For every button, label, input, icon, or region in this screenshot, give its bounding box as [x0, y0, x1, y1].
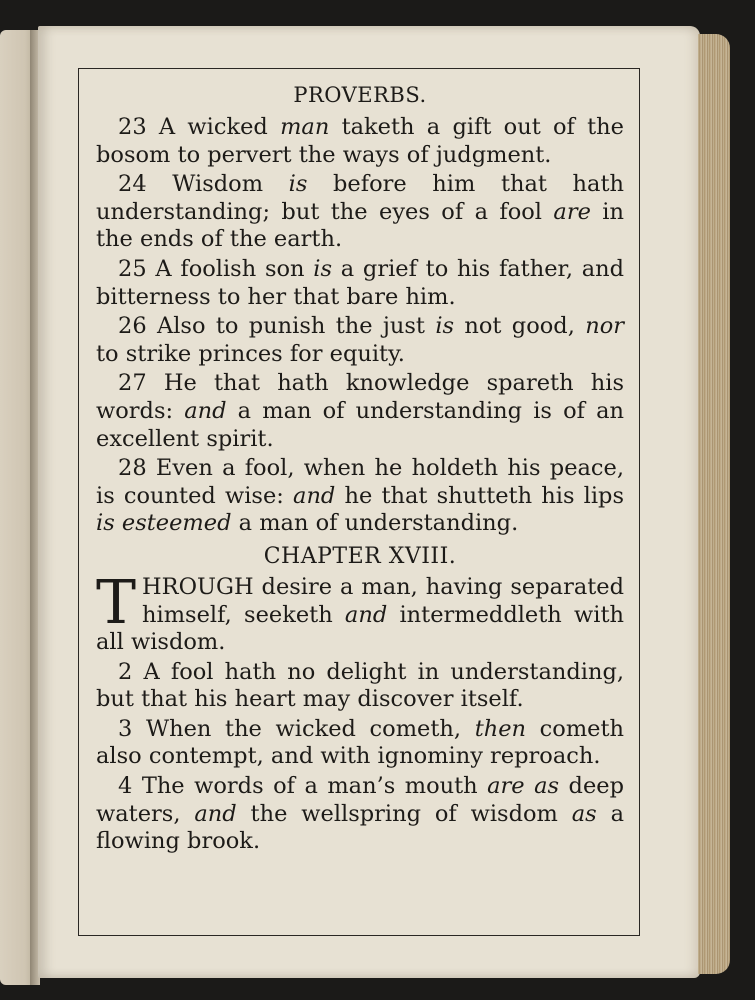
verse-text: to strike princes for equity. — [96, 340, 405, 367]
verse-text: not good, — [454, 313, 586, 340]
verse-26 — [96, 313, 624, 368]
verse-text: HROUGH desire a man, having separated himself, seeketh — [142, 573, 624, 628]
verse-text: cometh also contempt, and with ignominy reproach. — [96, 715, 624, 770]
verse-italic: are as — [487, 773, 560, 800]
verse-number: 28 — [118, 455, 147, 482]
verse-3 — [96, 716, 624, 771]
verse-italic: and — [184, 397, 227, 424]
verse-number: 4 — [118, 773, 133, 800]
verse-24 — [96, 171, 624, 254]
verse-text: intermeddleth with all wisdom. — [96, 601, 624, 656]
verse-italic: is — [288, 171, 308, 198]
verses-before — [96, 114, 624, 538]
verse-italic: is — [435, 313, 455, 340]
verse-italic: as — [571, 800, 597, 827]
verse-text: a grief to his father, and bitterness to her that bare him. — [96, 255, 625, 310]
verse-italic: then — [474, 715, 527, 742]
running-head: PROVERBS. — [293, 83, 427, 107]
verse-text: Also to punish the just — [156, 313, 436, 340]
verse-text: a man of understanding. — [231, 510, 519, 537]
verse-text: before him that hath understanding; but the eyes of a fool — [96, 171, 624, 225]
verse-number: 26 — [118, 313, 147, 340]
page-text — [96, 80, 624, 858]
verse-23 — [96, 114, 624, 169]
verse-italic: is esteemed — [96, 510, 232, 537]
verse-text: he that shutteth his lips — [335, 482, 624, 509]
verse-text: A fool hath no delight in understanding, but that his heart may discover itself. — [96, 658, 624, 713]
verse-number: 3 — [118, 715, 133, 742]
verse-number: 25 — [118, 255, 147, 282]
verse-italic: and — [344, 601, 388, 628]
verse-text: He that hath knowledge spareth his words: — [96, 370, 625, 424]
verse-27 — [96, 370, 624, 453]
verse-1-opening — [96, 567, 624, 657]
verse-2 — [96, 659, 624, 714]
verse-number: 2 — [118, 658, 133, 685]
verse-number: 23 — [118, 114, 147, 140]
verses-after — [96, 659, 624, 856]
verse-number: 27 — [118, 370, 147, 397]
verse-25 — [96, 256, 624, 311]
verse-text: When the wicked cometh, — [145, 715, 475, 742]
verse-text: A foolish son — [155, 255, 314, 282]
verse-italic: and — [293, 482, 336, 509]
verse-text: the wellspring of wisdom — [236, 800, 572, 827]
verse-text: a man of understanding is of an excellent spirit. — [96, 397, 624, 452]
verse-italic: man — [280, 114, 330, 140]
verse-text: a flowing brook. — [96, 800, 625, 855]
verse-italic: and — [194, 800, 237, 827]
drop-cap: T — [96, 567, 137, 638]
verse-4 — [96, 773, 624, 856]
verse-number: 24 — [118, 171, 147, 198]
verse-italic: are — [553, 198, 591, 225]
verse-italic: nor — [585, 313, 624, 340]
verse-text: A wicked — [158, 114, 281, 140]
verse-28 — [96, 455, 624, 538]
chapter-heading: CHAPTER XVIII. — [263, 543, 457, 569]
verse-italic: is — [313, 255, 333, 282]
verse-text: taketh a gift out of the bosom to pervert the ways of judgment. — [96, 114, 624, 168]
page-edges — [698, 34, 730, 974]
verse-text: The words of a man’s mouth — [141, 773, 488, 800]
verse-text: in the ends of the earth. — [96, 198, 624, 253]
verse-text: Wisdom — [172, 171, 289, 198]
verse-text: deep waters, — [96, 773, 624, 827]
verse-text: Even a fool, when he holdeth his peace, is counted wise: — [96, 455, 624, 509]
